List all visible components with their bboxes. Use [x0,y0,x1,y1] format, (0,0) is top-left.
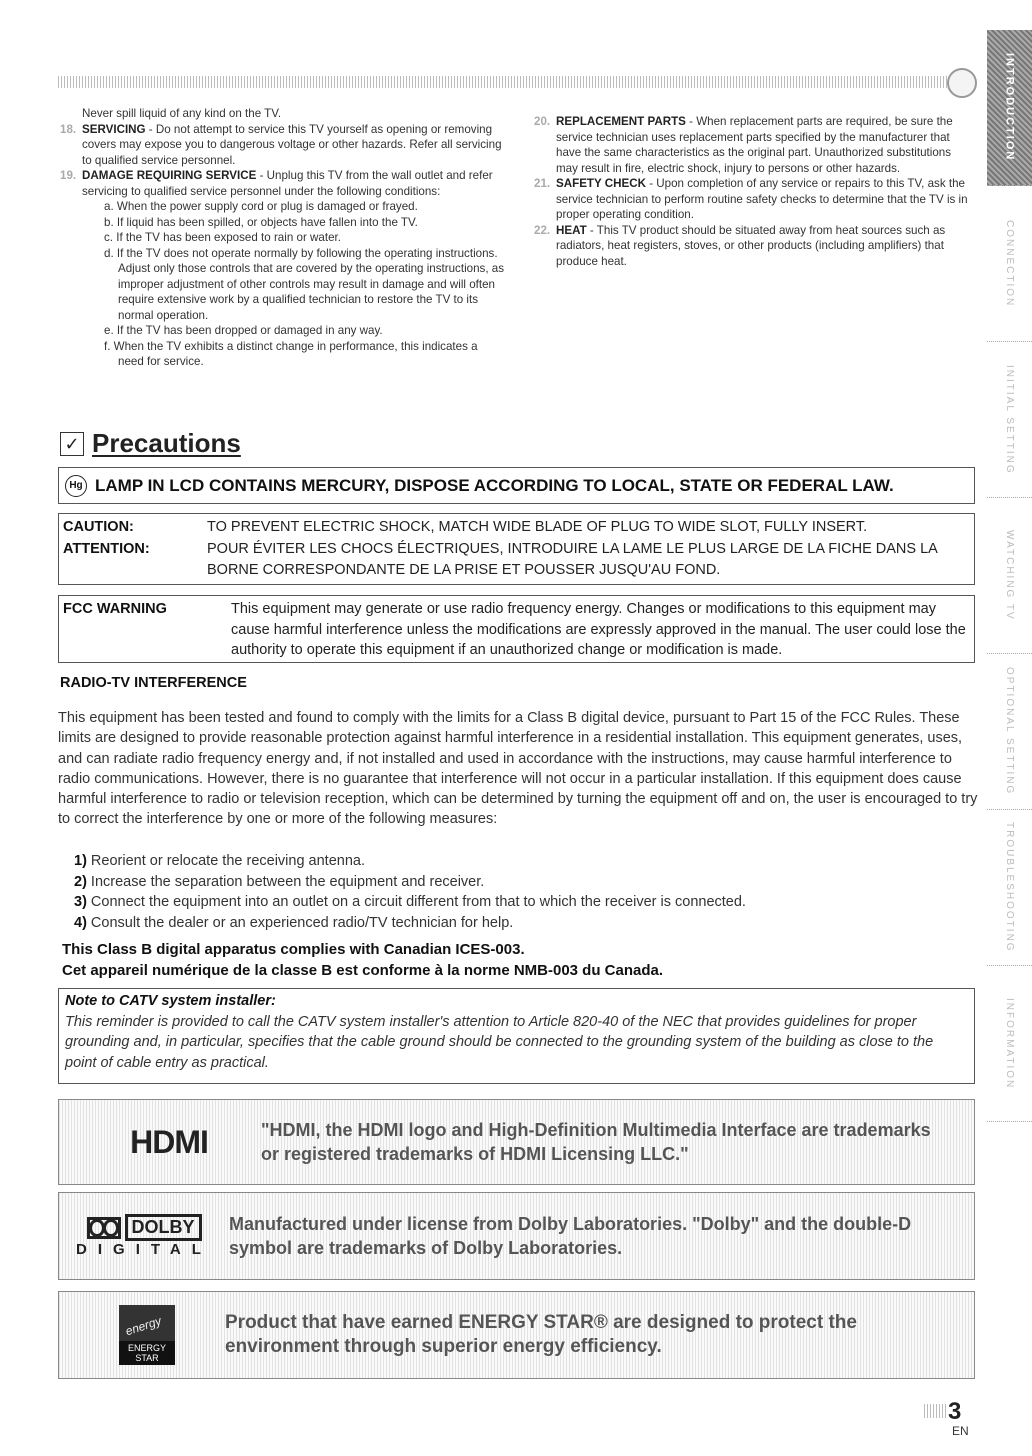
caution-box: CAUTION: TO PREVENT ELECTRIC SHOCK, MATCH WIDE BLADE OF PLUG TO WIDE SLOT, FULLY INSERT. ATTENTION: POUR ÉVITER LES CHOCS ÉLECTRIQUES, INTRODUIRE LA LAME LE PLUS LARGE DE LA FICHE DANS LA BORNE CORRESPONDANTE DE LA PRISE ET POUSSER JUSQU'AU FOND. [58,513,975,585]
dolby-logo: DOLBY DIGITAL [59,1214,229,1258]
item-22: 22. HEAT - This TV product should be situated away from heat sources such as radiators, heat registers, stoves, or other products (including amplifiers) that produce heat. [534,223,946,268]
language-label: EN [952,1424,969,1438]
list-item: 2) Increase the separation between the equipment and receiver. [74,873,485,890]
list-item: 3) Connect the equipment into an outlet on a circuit different from that to which the receiver is connected. [74,894,746,910]
tab-information[interactable]: INFORMATION [987,966,1032,1122]
double-d-icon [87,1217,121,1239]
hdmi-trademark: HDMI "HDMI, the HDMI logo and High-Definition Multimedia Interface are trademarks or registered trademarks of HDMI Licensing LLC." [58,1099,975,1185]
catv-note: Note to CATV system installer: This reminder is provided to call the CATV system installer's attention to Article 820-40 of the NEC that provides guidelines for proper grounding and, in particular, specifies that the cable ground should be connected to the grounding system of the building as close to the point of cable entry as practical. [58,988,975,1084]
safety-right-column [534,114,976,269]
condition-f: f. When the TV exhibits a distinct change in performance, this indicates a need for service. [104,339,478,368]
radio-tv-body: This equipment has been tested and found to comply with the limits for a Class B digital device, pursuant to Part 15 of the FCC Rules. These limits are designed to provide reasonable protection against harmful interference in a residential installation. This equipment generates, uses, and can radiate radio frequency energy and, if not installed and used in accordance with the instructions, may cause harmful interference to radio communications. However, there is no guarantee that interference will not occur in a particular installation. If this equipment does cause harmful interference to radio or television reception, which can be determined by turning the equipment off and on, the user is encouraged to try to correct the interference by one or more of the following measures: [58,710,978,828]
tab-watching-tv[interactable]: WATCHING TV [987,498,1032,654]
condition-b: b. If liquid has been spilled, or objects have fallen into the TV. [104,215,418,229]
precautions-heading: ✓ Precautions [60,428,241,459]
page-number: 3 [948,1398,962,1425]
measures-list [58,851,978,933]
item-19: 19. DAMAGE REQUIRING SERVICE - Unplug this TV from the wall outlet and refer servicing to qualified service personnel under the following conditions: [60,169,493,198]
item-21: 21. SAFETY CHECK - Upon completion of any service or repairs to this TV, ask the service technician to perform routine safety checks to determine that the TV is in proper operating condition. [534,177,968,221]
list-item: 1) Reorient or relocate the receiving antenna. [74,853,365,869]
tab-connection[interactable]: CONNECTION [987,186,1032,342]
tab-troubleshooting[interactable]: TROUBLESHOOTING [987,810,1032,966]
dolby-trademark: DOLBY DIGITAL Manufactured under license from Dolby Laboratories. "Dolby" and the double-D symbol are trademarks of Dolby Laboratories. [58,1192,975,1280]
condition-a: a. When the power supply cord or plug is damaged or frayed. [104,200,418,213]
mercury-warning: Hg LAMP IN LCD CONTAINS MERCURY, DISPOSE ACCORDING TO LOCAL, STATE OR FEDERAL LAW. [58,467,975,504]
tab-optional-setting[interactable]: OPTIONAL SETTING [987,654,1032,810]
item-18: 18. SERVICING - Do not attempt to service this TV yourself as opening or removing covers may expose you to dangerous voltage or other hazards. Refer all servicing to qualified service personnel. [60,122,502,167]
mercury-icon: Hg [65,475,87,497]
tab-initial-setting[interactable]: INITIAL SETTING [987,342,1032,498]
fcc-warning-box: FCC WARNING This equipment may generate or use radio frequency energy. Changes or modifications to this equipment may cause harmful interference unless the modifications are expressly approved in the manual. The user could lose the authority to operate this equipment if an unauthorized change or modification is made. [58,595,975,663]
tab-introduction[interactable]: INTRODUCTION [987,30,1032,186]
intro-line: Never spill liquid of any kind on the TV. [82,107,282,120]
section-tabs [987,30,1032,1122]
radio-tv-heading: RADIO-TV INTERFERENCE [60,675,247,691]
condition-d: d. If the TV does not operate normally by following the operating instructions. Adjust only those controls that are covered by the operating instructions, as improper adjustment of other controls may result in damage and will often require extensive work by a qualified technician to restore the TV to its normal operation. [104,246,505,322]
canada-compliance: This Class B digital apparatus complies with Canadian ICES-003. Cet appareil numérique de la classe B est conforme à la norme NMB-003 du Canada. [62,941,664,979]
energy-star-logo: energy ENERGY STAR [119,1305,175,1365]
safety-left-column [60,106,506,370]
condition-e: e. If the TV has been dropped or damaged in any way. [104,324,383,337]
hdmi-logo: HDMI [130,1123,208,1160]
top-rule [58,76,963,88]
condition-c: c. If the TV has been exposed to rain or water. [104,231,341,244]
energy-star-trademark: energy ENERGY STAR Product that have earned ENERGY STAR® are designed to protect the environment through superior energy efficiency. [58,1291,975,1379]
item-20: 20. REPLACEMENT PARTS - When replacement parts are required, be sure the service technician uses replacement parts specified by the manufacturer that have the same characteristics as the original part. Unauthorized substitutions may result in fire, electric shock, injury to persons or other hazards. [534,115,953,175]
checkbox-icon: ✓ [60,432,84,456]
list-item: 4) Consult the dealer or an experienced radio/TV technician for help. [74,914,514,931]
